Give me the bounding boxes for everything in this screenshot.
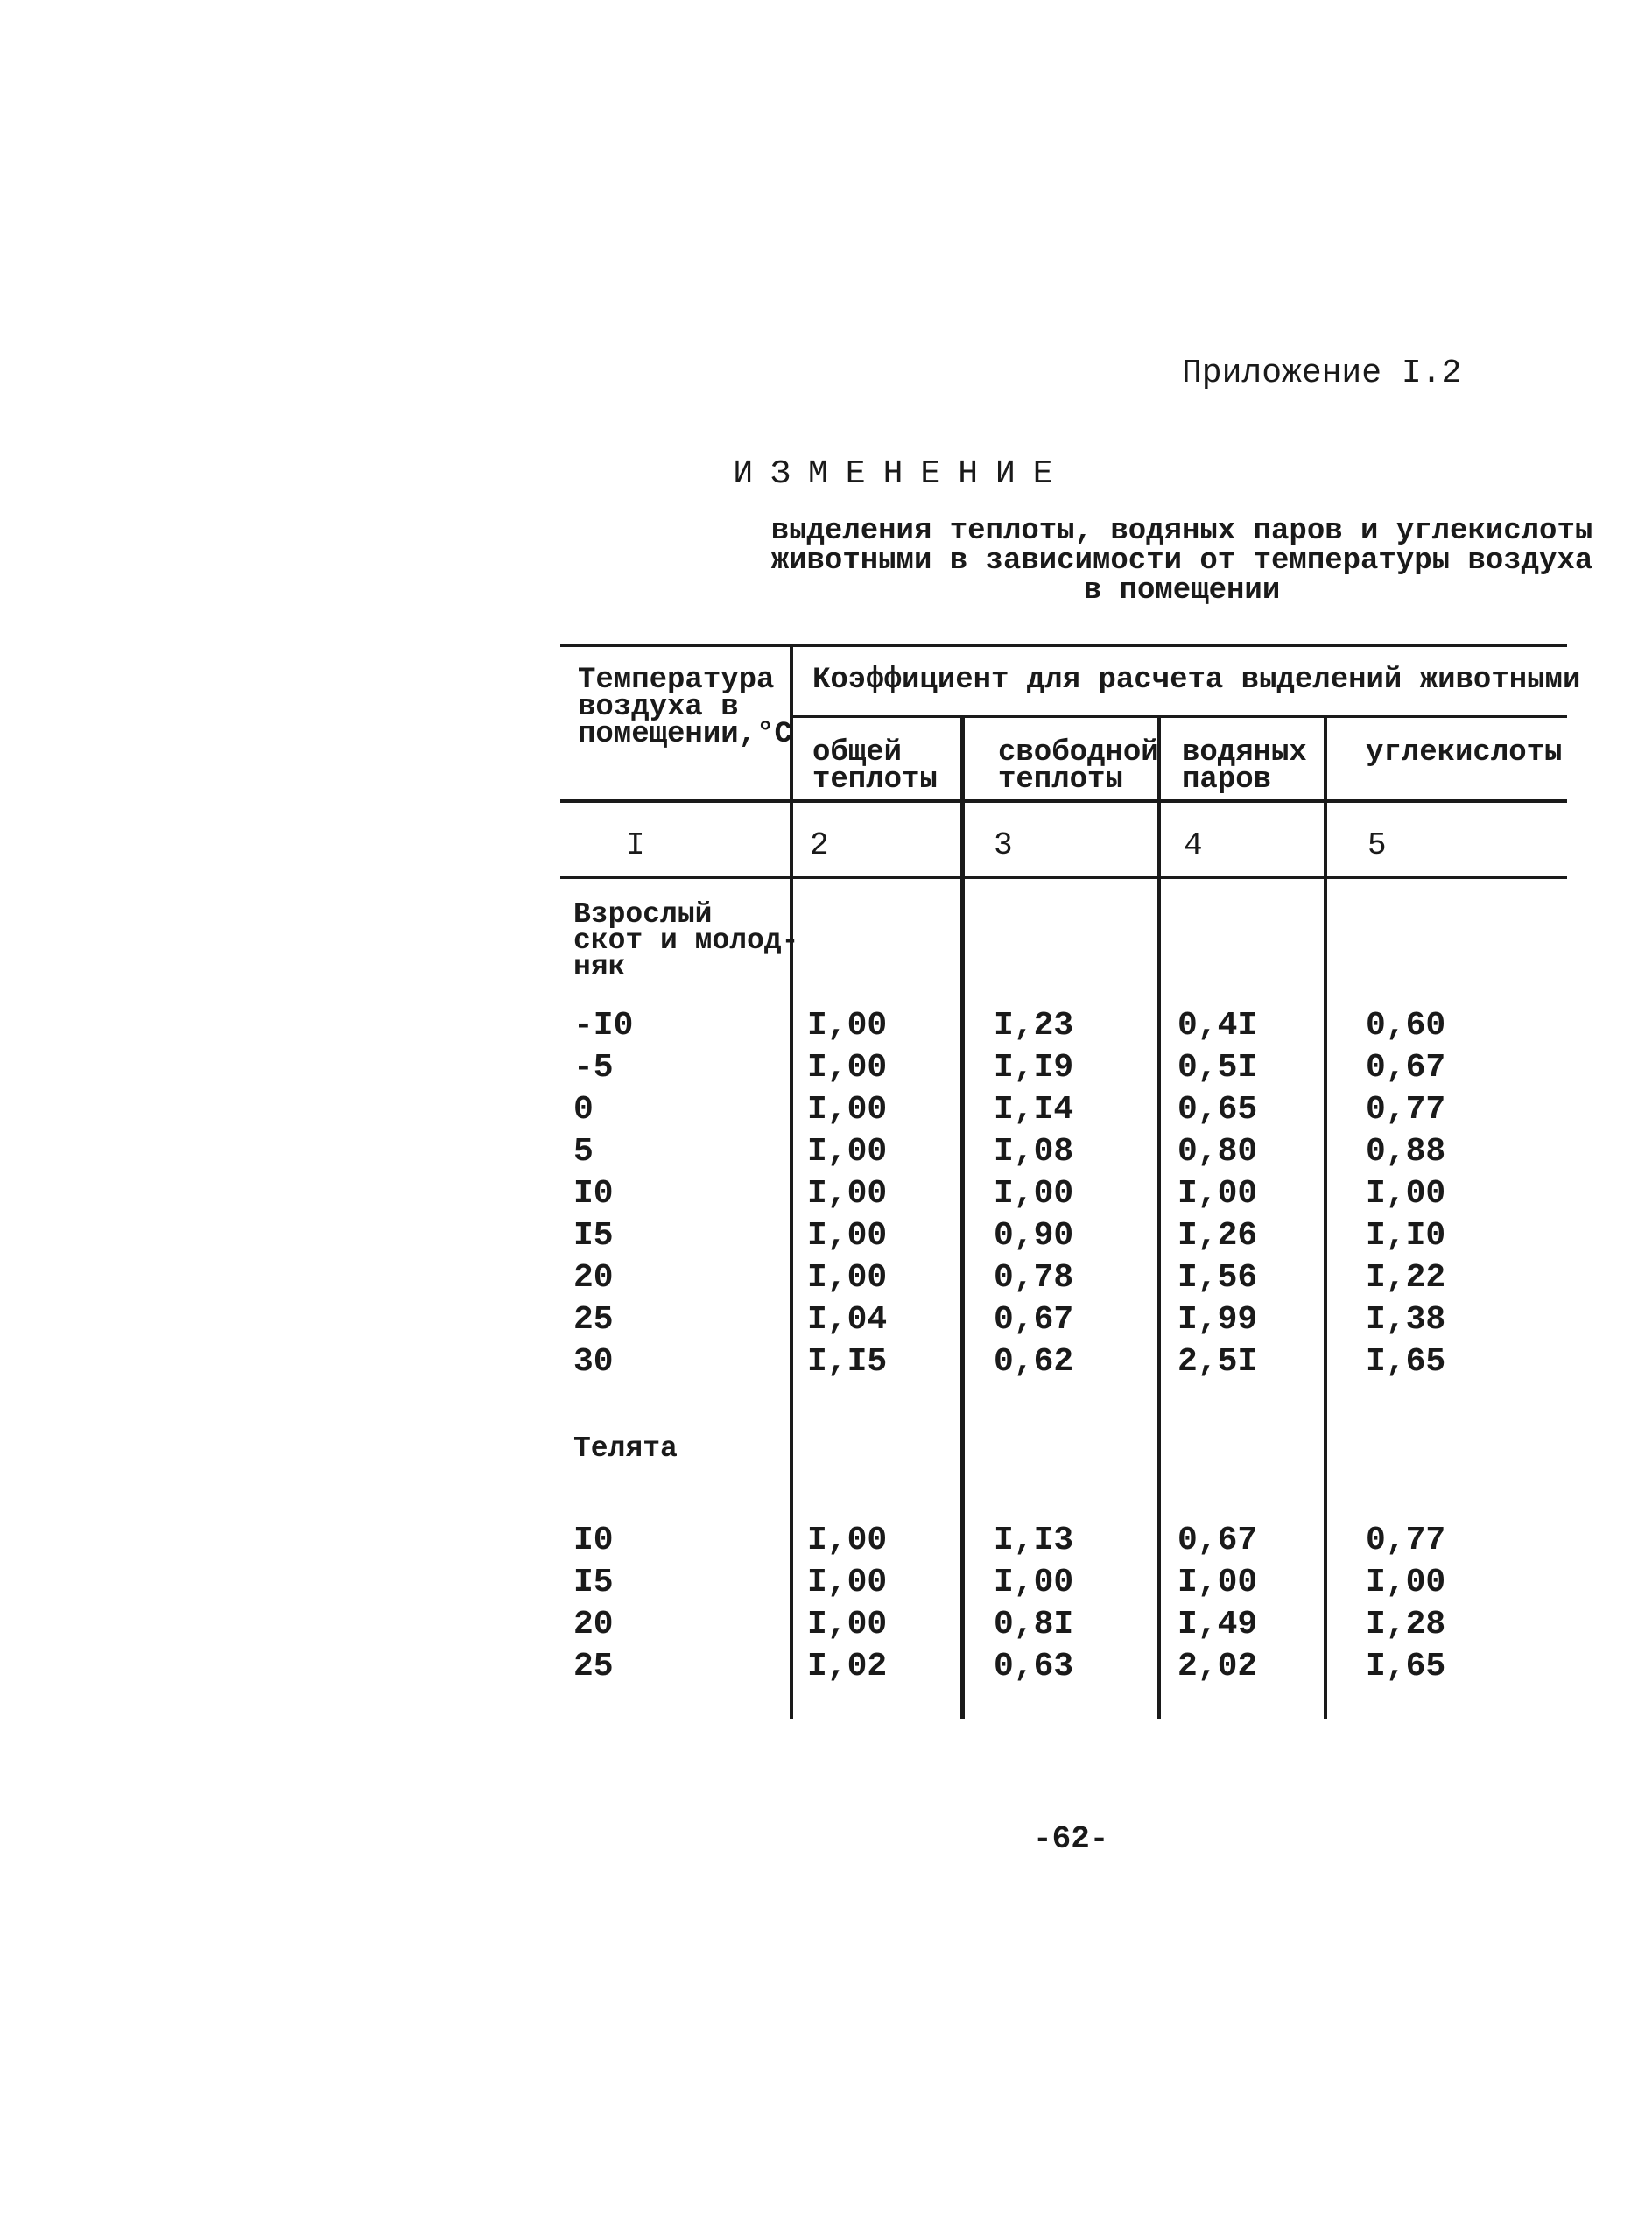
column-divider xyxy=(1324,715,1327,1719)
subtitle-line: в помещении xyxy=(1083,574,1281,608)
subheader-free-heat xyxy=(998,736,1159,797)
table-cell: I,00 xyxy=(807,1175,888,1213)
table-cell: I,00 xyxy=(807,1522,888,1559)
group-label-line: Взрослый xyxy=(573,898,713,931)
table-cell: 2,02 xyxy=(1177,1648,1258,1685)
subheader-water-vapor xyxy=(1182,736,1307,797)
subheader-line: водяных xyxy=(1182,736,1307,770)
table-cell: 0 xyxy=(573,1091,594,1129)
table-cell: I,I9 xyxy=(994,1049,1074,1087)
table-cell: I5 xyxy=(573,1217,614,1255)
table-cell: 0,80 xyxy=(1177,1133,1258,1171)
table-cell: I,I4 xyxy=(994,1091,1074,1129)
column-number: 3 xyxy=(994,827,1013,863)
group-header: Коэффициент для расчета выделений животными xyxy=(812,664,1581,697)
table-cell: I0 xyxy=(573,1522,614,1559)
table-cell: 25 xyxy=(573,1301,614,1339)
col1-header-line: Температура xyxy=(578,664,775,697)
page-number: -62- xyxy=(1033,1821,1109,1857)
table-cell: 0,67 xyxy=(994,1301,1074,1339)
table-cell: I,00 xyxy=(1177,1175,1258,1213)
table-cell: I5 xyxy=(573,1564,614,1601)
column-divider xyxy=(1157,715,1161,1719)
column-number: 2 xyxy=(810,827,829,863)
table-cell: -5 xyxy=(573,1049,614,1087)
table-cell: I,38 xyxy=(1366,1301,1446,1339)
table-cell: I,00 xyxy=(807,1133,888,1171)
table-cell: I,00 xyxy=(807,1091,888,1129)
table-cell: I,00 xyxy=(994,1564,1074,1601)
table-cell: 25 xyxy=(573,1648,614,1685)
table-cell: 30 xyxy=(573,1343,614,1381)
table-cell: I,I3 xyxy=(994,1522,1074,1559)
table-cell: I,56 xyxy=(1177,1259,1258,1297)
table-cell: 0,78 xyxy=(994,1259,1074,1297)
subheader-line: теплоты xyxy=(812,763,938,797)
table-cell: 0,63 xyxy=(994,1648,1074,1685)
table-cell: 2,5I xyxy=(1177,1343,1258,1381)
table-cell: -I0 xyxy=(573,1007,634,1045)
column-number: 4 xyxy=(1184,827,1203,863)
table-cell: I,00 xyxy=(1177,1564,1258,1601)
column-number: 5 xyxy=(1367,827,1387,863)
group-label-line: Телята xyxy=(573,1432,678,1465)
table-cell: 0,88 xyxy=(1366,1133,1446,1171)
table-cell: I,00 xyxy=(1366,1564,1446,1601)
table-cell: I,I5 xyxy=(807,1343,888,1381)
col1-header-text: помещении, xyxy=(578,718,757,751)
col1-header xyxy=(578,664,792,751)
column-divider xyxy=(790,645,793,1719)
table-cell: I,65 xyxy=(1366,1648,1446,1685)
table-cell: I,00 xyxy=(807,1259,888,1297)
table-cell: 20 xyxy=(573,1606,614,1643)
table-cell: 20 xyxy=(573,1259,614,1297)
table-cell: 0,90 xyxy=(994,1217,1074,1255)
table-cell: I,02 xyxy=(807,1648,888,1685)
table-cell: I,22 xyxy=(1366,1259,1446,1297)
column-divider xyxy=(960,715,965,1719)
subheader-co2 xyxy=(1366,736,1563,770)
col1-header-line: воздуха в xyxy=(578,691,739,724)
table-cell: I,I0 xyxy=(1366,1217,1446,1255)
subheader-line: свободной xyxy=(998,736,1159,770)
table-cell: 5 xyxy=(573,1133,594,1171)
header-bottom-rule xyxy=(560,799,1567,803)
table-cell: I,00 xyxy=(807,1606,888,1643)
table-cell: I,00 xyxy=(807,1217,888,1255)
document-title: ИЗМЕНЕНИЕ xyxy=(733,455,1071,493)
subheader-line: общей xyxy=(812,736,903,770)
table-cell: I,00 xyxy=(1366,1175,1446,1213)
table-cell: 0,5I xyxy=(1177,1049,1258,1087)
table-cell: I,26 xyxy=(1177,1217,1258,1255)
group-label-adult-cattle xyxy=(573,898,799,983)
table-cell: 0,67 xyxy=(1177,1522,1258,1559)
table-cell: 0,62 xyxy=(994,1343,1074,1381)
table-cell: 0,8I xyxy=(994,1606,1074,1643)
table-cell: I,65 xyxy=(1366,1343,1446,1381)
col1-header-unit: °С xyxy=(756,718,792,751)
table-cell: I,00 xyxy=(807,1049,888,1087)
group-label-line: скот и молод- xyxy=(573,925,799,957)
group-header-rule xyxy=(792,715,1567,718)
group-label-calves xyxy=(573,1432,678,1465)
table-cell: I,04 xyxy=(807,1301,888,1339)
table-cell: I,23 xyxy=(994,1007,1074,1045)
table-cell: I,49 xyxy=(1177,1606,1258,1643)
table-cell: I,28 xyxy=(1366,1606,1446,1643)
appendix-label: Приложение I.2 xyxy=(1182,355,1462,392)
table-cell: I,00 xyxy=(994,1175,1074,1213)
document-subtitle xyxy=(613,517,1652,606)
subheader-line: паров xyxy=(1182,763,1272,797)
subheader-total-heat xyxy=(812,736,938,797)
table-cell: 0,4I xyxy=(1177,1007,1258,1045)
table-cell: 0,77 xyxy=(1366,1091,1446,1129)
group-label-line: няк xyxy=(573,951,626,983)
subheader-line: углекислоты xyxy=(1366,736,1563,770)
table-cell: 0,67 xyxy=(1366,1049,1446,1087)
table-cell: I,00 xyxy=(807,1007,888,1045)
table-cell: I,08 xyxy=(994,1133,1074,1171)
col1-header-line xyxy=(578,718,792,751)
table-cell: I,99 xyxy=(1177,1301,1258,1339)
subtitle-line: животными в зависимости от температуры воздуха xyxy=(770,545,1593,578)
table-cell: 0,65 xyxy=(1177,1091,1258,1129)
table-top-rule xyxy=(560,644,1567,647)
column-number: I xyxy=(626,827,645,863)
table-cell: 0,77 xyxy=(1366,1522,1446,1559)
numbers-bottom-rule xyxy=(560,876,1567,879)
subheader-line: теплоты xyxy=(998,763,1123,797)
table-cell: I0 xyxy=(573,1175,614,1213)
subtitle-line: выделения теплоты, водяных паров и углекислоты xyxy=(770,515,1593,548)
table-cell: I,00 xyxy=(807,1564,888,1601)
table-cell: 0,60 xyxy=(1366,1007,1446,1045)
